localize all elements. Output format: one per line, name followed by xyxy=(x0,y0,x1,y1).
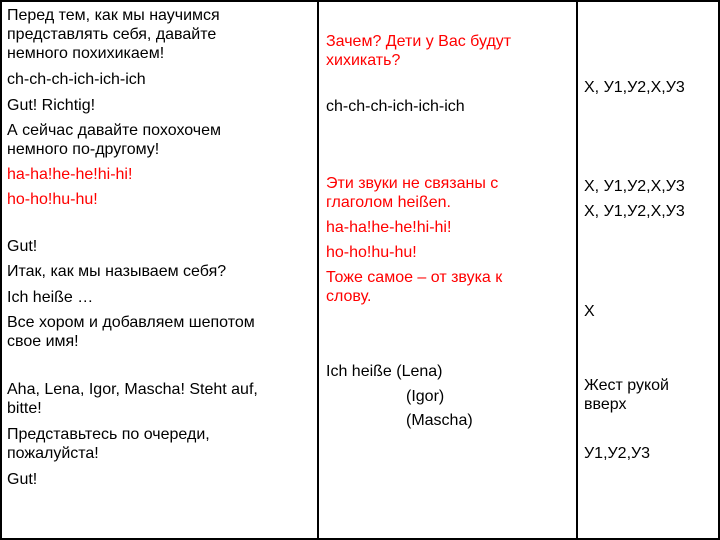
cell-text: ch-ch-ch-ich-ich-ich xyxy=(326,98,465,115)
cell-text: слову. xyxy=(326,288,372,305)
cell-text: Жест рукой xyxy=(584,377,669,394)
cell-text: хихикать? xyxy=(326,52,401,69)
cell-text: глаголом heißen. xyxy=(326,194,451,211)
cell-text: Эти звуки не связаны с xyxy=(326,175,499,192)
cell-text: ch-ch-ch-ich-ich-ich xyxy=(7,71,146,88)
column-divider-1 xyxy=(317,0,319,540)
cell-text: Aha, Lena, Igor, Mascha! Steht auf, xyxy=(7,381,258,398)
cell-text: bitte! xyxy=(7,400,42,417)
cell-text: А сейчас давайте похохочем xyxy=(7,122,222,139)
cell-text: Х xyxy=(584,303,595,320)
cell-text: (Igor) xyxy=(406,388,445,405)
table-left-border xyxy=(0,0,2,540)
cell-text: Gut! Richtig! xyxy=(7,97,96,114)
cell-text: вверх xyxy=(584,396,627,413)
cell-text: немного похихикаем! xyxy=(7,45,165,62)
cell-text: Х, У1,У2,Х,У3 xyxy=(584,203,685,220)
cell-text: свое имя! xyxy=(7,333,79,350)
cell-text: Х, У1,У2,Х,У3 xyxy=(584,178,685,195)
cell-text: ho-ho!hu-hu! xyxy=(7,191,98,208)
cell-text: ha-ha!he-he!hi-hi! xyxy=(326,219,452,236)
cell-text: Представьтесь по очереди, xyxy=(7,426,210,443)
cell-text: Х, У1,У2,Х,У3 xyxy=(584,79,685,96)
cell-text: Ich heiße … xyxy=(7,289,94,306)
column-divider-2 xyxy=(576,0,578,540)
cell-text: пожалуйста! xyxy=(7,445,99,462)
cell-text: Gut! xyxy=(7,471,38,488)
cell-text: ho-ho!hu-hu! xyxy=(326,244,417,261)
cell-text: Тоже самое – от звука к xyxy=(326,269,503,286)
cell-text: Перед тем, как мы научимся xyxy=(7,7,220,24)
cell-text: Зачем? Дети у Вас будут xyxy=(326,33,512,50)
cell-text: Итак, как мы называем себя? xyxy=(7,263,227,280)
cell-text: представлять себя, давайте xyxy=(7,26,217,43)
cell-text: У1,У2,У3 xyxy=(584,445,651,462)
cell-text: Все хором и добавляем шепотом xyxy=(7,314,255,331)
cell-text: Gut! xyxy=(7,238,38,255)
cell-text: немного по-другому! xyxy=(7,141,160,158)
cell-text: (Mascha) xyxy=(406,412,473,429)
cell-text: Ich heiße (Lena) xyxy=(326,363,443,380)
cell-text: ha-ha!he-he!hi-hi! xyxy=(7,166,133,183)
table-top-border xyxy=(0,0,720,2)
